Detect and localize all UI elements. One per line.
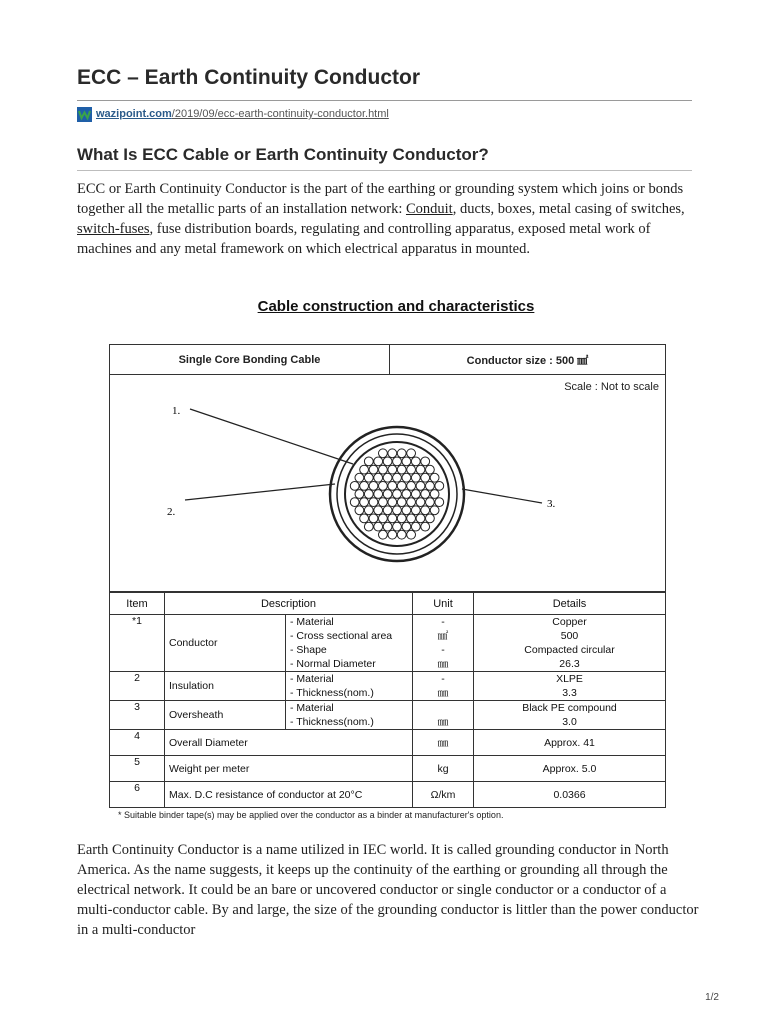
table-footnote: * Suitable binder tape(s) may be applied over the conductor as a binder at manufacturer's option.: [118, 810, 504, 820]
row2-unit-1: -: [441, 673, 445, 685]
source-url[interactable]: [77, 106, 389, 122]
row6-item: 6: [110, 782, 165, 808]
row1-unit-1: -: [441, 616, 445, 628]
row2-detail-1: XLPE: [556, 673, 583, 685]
conductor-strand-41: [383, 490, 392, 499]
switch-fuses-link[interactable]: switch-fuses: [77, 221, 150, 237]
row2-detail-2: 3.3: [562, 687, 577, 699]
conductor-strand-20: [364, 473, 373, 482]
conductor-strand-10: [421, 457, 430, 466]
row3-details: [474, 701, 666, 730]
conductor-strand-52: [397, 498, 406, 507]
row3-item: 3: [110, 701, 165, 730]
conductor-strand-25: [411, 473, 420, 482]
row2-sub: [286, 672, 413, 701]
row3-sub: [286, 701, 413, 730]
conductor-strand-22: [383, 473, 392, 482]
conductor-strand-74: [364, 522, 373, 531]
table-row: [110, 782, 666, 808]
conductor-strand-0: [379, 449, 388, 458]
conductor-strand-43: [402, 490, 411, 499]
conductor-strand-63: [411, 506, 420, 515]
row6-details: 0.0366: [474, 782, 666, 808]
row4-desc: Overall Diameter: [165, 730, 413, 756]
conductor-strand-55: [426, 498, 435, 507]
conductor-strand-37: [435, 482, 444, 491]
conductor-strand-19: [355, 473, 364, 482]
conductor-strand-5: [374, 457, 383, 466]
conductor-strand-11: [360, 465, 369, 474]
conductor-strand-56: [435, 498, 444, 507]
row1-details: [474, 615, 666, 672]
row1-desc: Conductor: [165, 615, 286, 672]
row6-unit: Ω/km: [413, 782, 474, 808]
conductor-strand-49: [369, 498, 378, 507]
cable-diagram-box: [109, 374, 666, 592]
conductor-strand-29: [360, 482, 369, 491]
row2-details: [474, 672, 666, 701]
conductor-strand-67: [369, 514, 378, 523]
source-domain-link[interactable]: wazipoint.com: [96, 108, 172, 120]
row2-item: 2: [110, 672, 165, 701]
conductor-strand-40: [374, 490, 383, 499]
conductor-strand-35: [416, 482, 425, 491]
row1-sub-material: - Material: [290, 616, 334, 628]
col-details: Details: [474, 593, 666, 615]
intro-text-2: , ducts, boxes, metal casing of switches,: [452, 201, 685, 217]
row3-detail-1: Black PE compound: [522, 702, 617, 714]
conductor-strand-18: [426, 465, 435, 474]
conductor-strand-28: [350, 482, 359, 491]
conductor-strand-69: [388, 514, 397, 523]
conductor-strand-1: [388, 449, 397, 458]
intro-text-1: ECC or Earth Continuity Conductor is the part of the earthing or grounding system which joins or bonds together all the metallic parts of an installation network:: [77, 181, 684, 217]
row1-detail-3: Compacted circular: [524, 644, 615, 656]
callout-label-1: 1.: [172, 405, 181, 417]
row1-unit-2: ㎟: [437, 630, 449, 642]
conductor-strand-4: [364, 457, 373, 466]
row1-detail-2: 500: [560, 630, 579, 642]
conductor-size-label: Conductor size : 500 ㎟: [466, 354, 589, 367]
heading-divider: [77, 170, 692, 171]
callout-label-2: 2.: [167, 506, 176, 518]
row2-desc: Insulation: [165, 672, 286, 701]
conductor-strand-17: [416, 465, 425, 474]
conductor-strand-58: [364, 506, 373, 515]
table-row: [110, 615, 666, 672]
conductor-strand-84: [407, 530, 416, 539]
wazipoint-logo-icon: [77, 107, 92, 122]
row3-detail-2: 3.0: [562, 716, 577, 728]
conductor-strand-72: [416, 514, 425, 523]
row2-sub-material: - Material: [290, 673, 334, 685]
body-paragraph: Earth Continuity Conductor is a name utilized in IEC world. It is called grounding conductor in North America. As the name suggests, it keeps up the continuity of the earthing or grounding all through the electrical network. It could be an bare or uncovered conductor or single conductor or a conductor of a multi-conductor cable. By and large, the size of the grounding conductor is littler than the power conductor in a multi-conductor: [77, 842, 699, 938]
row5-details: Approx. 5.0: [474, 756, 666, 782]
row1-sub: [286, 615, 413, 672]
conductor-strand-66: [360, 514, 369, 523]
row3-unit-1: [417, 701, 469, 715]
conductor-strand-64: [421, 506, 430, 515]
row1-detail-1: Copper: [552, 616, 587, 628]
row6-desc: Max. D.C resistance of conductor at 20°C: [165, 782, 413, 808]
row4-item: 4: [110, 730, 165, 756]
conductor-strand-24: [402, 473, 411, 482]
conductor-strand-16: [407, 465, 416, 474]
conductor-strand-26: [421, 473, 430, 482]
source-path-link[interactable]: /2019/09/ecc-earth-continuity-conductor.html: [171, 108, 389, 120]
table-row: [110, 701, 666, 730]
conductor-strand-13: [379, 465, 388, 474]
conductor-strand-62: [402, 506, 411, 515]
conductor-strand-34: [407, 482, 416, 491]
conductor-strand-59: [374, 506, 383, 515]
conductor-strand-9: [411, 457, 420, 466]
conductor-strands: [350, 449, 443, 539]
conductor-strand-51: [388, 498, 397, 507]
figure-header: [109, 344, 666, 375]
conductor-strand-39: [364, 490, 373, 499]
row4-unit: ㎜: [413, 730, 474, 756]
conductor-strand-6: [383, 457, 392, 466]
conductor-strand-47: [350, 498, 359, 507]
title-divider: [77, 100, 692, 101]
conductor-strand-33: [397, 482, 406, 491]
page-title: ECC – Earth Continuity Conductor: [77, 66, 420, 89]
table-row: [110, 730, 666, 756]
conductor-strand-21: [374, 473, 383, 482]
spec-table: [109, 592, 666, 808]
conductor-strand-60: [383, 506, 392, 515]
col-item: Item: [110, 593, 165, 615]
conductor-strand-77: [393, 522, 402, 531]
row3-sub-thickness: - Thickness(nom.): [290, 716, 374, 728]
row2-sub-thickness: - Thickness(nom.): [290, 687, 374, 699]
conductor-strand-65: [430, 506, 439, 515]
intro-paragraph: [77, 179, 699, 259]
row1-unit-3: -: [441, 644, 445, 656]
callout-line-2: [185, 484, 335, 500]
conductor-strand-45: [421, 490, 430, 499]
conductor-strand-7: [393, 457, 402, 466]
row5-desc: Weight per meter: [165, 756, 413, 782]
table-row: [110, 756, 666, 782]
conductor-strand-14: [388, 465, 397, 474]
conductor-strand-78: [402, 522, 411, 531]
conductor-strand-70: [397, 514, 406, 523]
row1-sub-diameter: - Normal Diameter: [290, 658, 376, 670]
conductor-strand-57: [355, 506, 364, 515]
row1-item: *1: [110, 615, 165, 672]
conductor-strand-80: [421, 522, 430, 531]
callout-line-1: [190, 409, 353, 464]
conductor-strand-76: [383, 522, 392, 531]
conductor-strand-54: [416, 498, 425, 507]
row5-unit: kg: [413, 756, 474, 782]
conduit-link[interactable]: Conduit: [405, 201, 453, 217]
conductor-strand-32: [388, 482, 397, 491]
row2-unit: [413, 672, 474, 701]
conductor-strand-50: [379, 498, 388, 507]
row2-unit-2: ㎜: [437, 687, 449, 699]
figure-title: Cable construction and characteristics: [257, 298, 535, 315]
col-description: Description: [165, 593, 413, 615]
conductor-strand-61: [393, 506, 402, 515]
row4-details: Approx. 41: [474, 730, 666, 756]
conductor-strand-73: [426, 514, 435, 523]
conductor-strand-42: [393, 490, 402, 499]
conductor-strand-27: [430, 473, 439, 482]
callout-label-3: 3.: [547, 498, 556, 510]
cable-type-label: Single Core Bonding Cable: [110, 345, 390, 374]
conductor-strand-12: [369, 465, 378, 474]
table-header-row: [110, 593, 666, 615]
conductor-strand-15: [397, 465, 406, 474]
row5-item: 5: [110, 756, 165, 782]
row3-unit: [413, 701, 474, 730]
conductor-strand-83: [397, 530, 406, 539]
row1-unit: [413, 615, 474, 672]
conductor-strand-38: [355, 490, 364, 499]
conductor-strand-3: [407, 449, 416, 458]
row1-sub-shape: - Shape: [290, 644, 327, 656]
col-unit: Unit: [413, 593, 474, 615]
scale-note: Scale : Not to scale: [564, 381, 659, 393]
conductor-strand-75: [374, 522, 383, 531]
conductor-strand-48: [360, 498, 369, 507]
conductor-strand-68: [379, 514, 388, 523]
conductor-strand-46: [430, 490, 439, 499]
row3-unit-2: ㎜: [437, 716, 449, 728]
row1-sub-area: - Cross sectional area: [290, 630, 393, 642]
section-heading: What Is ECC Cable or Earth Continuity Conductor?: [77, 145, 489, 164]
row3-sub-material: - Material: [290, 702, 334, 714]
cable-cross-section-diagram: [110, 374, 667, 592]
conductor-strand-30: [369, 482, 378, 491]
conductor-strand-8: [402, 457, 411, 466]
conductor-strand-79: [411, 522, 420, 531]
intro-text-3: , fuse distribution boards, regulating and controlling apparatus, exposed metal work of machines and any metal framework on which electrical apparatus in mounted.: [77, 221, 651, 257]
conductor-strand-44: [411, 490, 420, 499]
conductor-strand-82: [388, 530, 397, 539]
conductor-strand-23: [393, 473, 402, 482]
page-number: 1/2: [705, 992, 719, 1003]
callout-line-3: [462, 489, 542, 503]
row1-detail-4: 26.3: [559, 658, 580, 670]
conductor-strand-31: [379, 482, 388, 491]
conductor-strand-2: [397, 449, 406, 458]
table-row: [110, 672, 666, 701]
conductor-strand-53: [407, 498, 416, 507]
conductor-strand-36: [426, 482, 435, 491]
conductor-strand-71: [407, 514, 416, 523]
row3-desc: Oversheath: [165, 701, 286, 730]
conductor-strand-81: [379, 530, 388, 539]
row1-unit-4: ㎜: [437, 658, 449, 670]
